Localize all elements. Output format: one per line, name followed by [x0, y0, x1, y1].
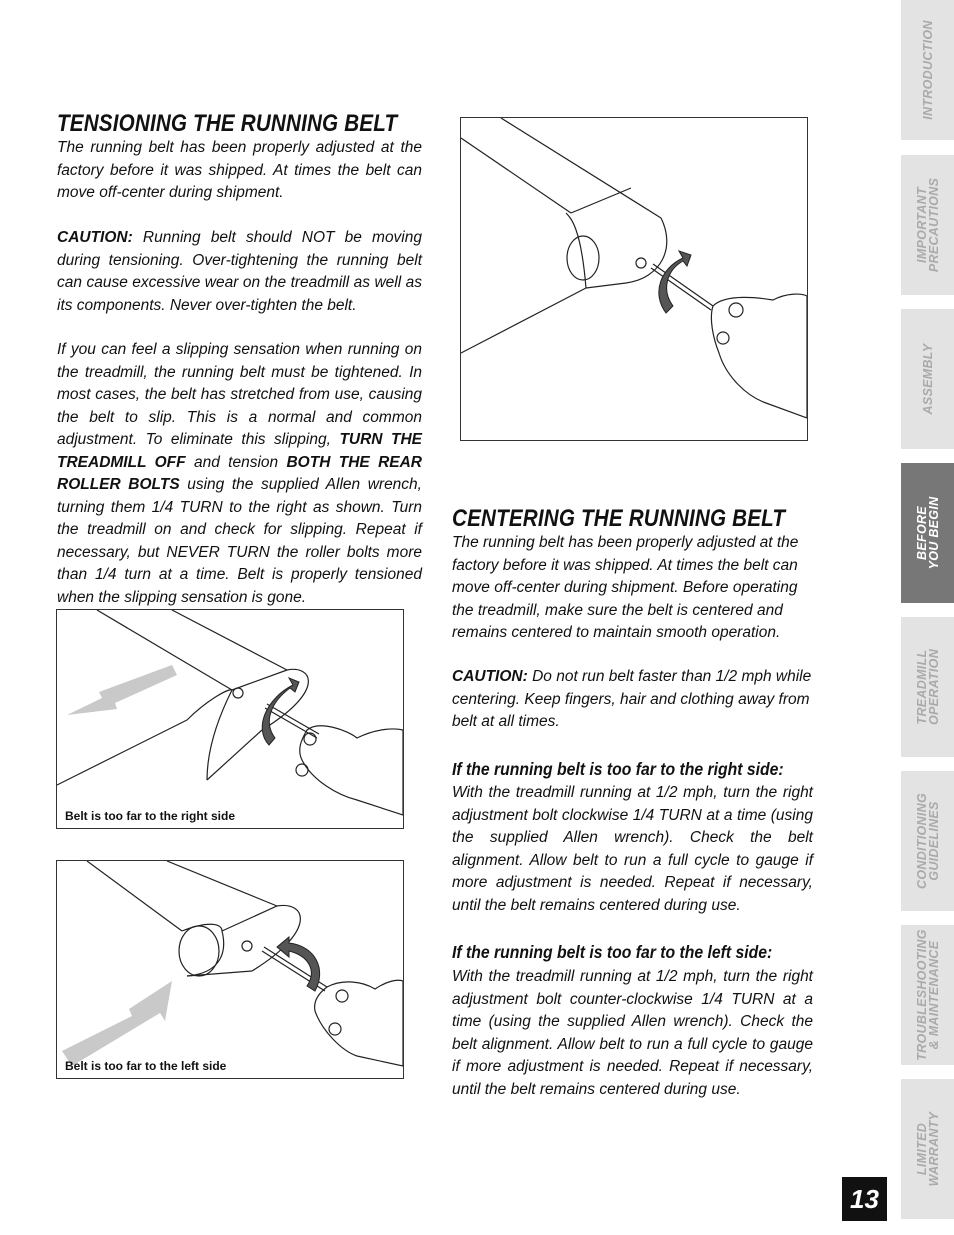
centering-caution-label: CAUTION:: [452, 668, 528, 685]
tensioning-caution: [57, 227, 422, 317]
figure-allen-wrench: [460, 117, 808, 441]
instructions-emphasis-bolts: BOTH THE REAR ROLLER BOLTS: [57, 453, 423, 493]
tab-conditioning-guidelines-label: CONDITIONING GUIDELINES: [914, 793, 941, 889]
tab-troubleshooting-maintenance-label: TROUBLESHOOTING & MAINTENANCE: [914, 929, 941, 1061]
page-number: 13: [842, 1177, 887, 1221]
instructions-emphasis-off: TURN THE TREADMILL OFF: [57, 431, 423, 471]
tab-limited-warranty-label: LIMITED WARRANTY: [914, 1111, 941, 1187]
tab-treadmill-operation[interactable]: [901, 617, 954, 757]
tab-troubleshooting-maintenance[interactable]: [901, 925, 954, 1065]
centering-intro: The running belt has been properly adjusted at the factory before it was shipped. At times the belt can move off-center during shipment. Before operating the treadmill, make sure the belt is centered and remains centered to maintain smooth operation.: [452, 534, 799, 641]
tab-introduction-label: INTRODUCTION: [920, 20, 935, 120]
figure-belt-right: [56, 609, 404, 829]
tensioning-instructions: [57, 339, 422, 609]
tab-introduction[interactable]: [901, 0, 954, 140]
instructions-part-e: using the supplied Allen wrench, turning them 1/4 TURN to the right as shown. Turn the treadmill on and check for slipping. Repeat if necessary, but NEVER TURN the roller bolts more than 1/4 turn at a time. Belt is properly tensioned when the slipping sensation is gone.: [57, 476, 422, 606]
centering-caution-text: Do not run belt faster than 1/2 mph while centering. Keep fingers, hair and clothing away from belt at all times.: [452, 668, 812, 730]
centering-caution: [452, 666, 817, 734]
centering-title: CENTERING THE RUNNING BELT: [452, 505, 786, 532]
caution-label: CAUTION:: [57, 229, 133, 246]
figure-belt-left-illustration: [57, 861, 403, 1078]
tab-assembly-label: ASSEMBLY: [920, 343, 935, 415]
caution-text: Running belt should NOT be moving during tensioning. Over-tightening the running belt can cause excessive wear on the treadmill as well as its components. Never over-tighten the belt.: [57, 229, 422, 314]
tab-limited-warranty[interactable]: [901, 1079, 954, 1219]
figure-left-caption: Belt is too far to the left side: [65, 1059, 227, 1073]
left-side-heading: If the running belt is too far to the left side:: [452, 942, 773, 962]
tensioning-intro: The running belt has been properly adjusted at the factory before it was shipped. At times the belt can move off-center during shipment.: [57, 139, 422, 201]
tensioning-title: TENSIONING THE RUNNING BELT: [57, 110, 398, 137]
tab-treadmill-operation-label: TREADMILL OPERATION: [914, 648, 941, 726]
instructions-part-c: and tension: [185, 453, 287, 471]
tab-before-you-begin-label: BEFORE YOU BEGIN: [914, 496, 941, 570]
figure-belt-left: [56, 860, 404, 1079]
tab-important-precautions-label: IMPORTANT PRECAUTIONS: [914, 177, 941, 273]
instructions-part-a: If you can feel a slipping sensation when running on the treadmill, the running belt must be tightened. In most cases, the belt has stretched from use, causing the belt to slip. This is a normal and common adjustment. To eliminate this slipping,: [57, 341, 422, 448]
figure-right-caption: Belt is too far to the right side: [65, 809, 236, 823]
right-side-heading: If the running belt is too far to the right side:: [452, 759, 784, 779]
tab-important-precautions[interactable]: [901, 155, 954, 295]
tab-assembly[interactable]: [901, 309, 954, 449]
figure-belt-right-illustration: [57, 610, 403, 828]
left-side-instructions: With the treadmill running at 1/2 mph, turn the right adjustment bolt counter-clockwise 1/4 TURN at a time (using the supplied Allen wrench). Check the belt alignment. Allow belt to run a full cycle to gauge if more adjustment is needed. Repeat if necessary, until the belt remains centered during use.: [452, 968, 813, 1098]
tab-conditioning-guidelines[interactable]: [901, 771, 954, 911]
right-side-instructions: With the treadmill running at 1/2 mph, turn the right adjustment bolt clockwise 1/4 TURN at a time (using the supplied Allen wrench). Check the belt alignment. Allow belt to run a full cycle to gauge if more adjustment is needed. Repeat if necessary, until the belt remains centered during use.: [452, 784, 813, 914]
tab-before-you-begin[interactable]: [901, 463, 954, 603]
figure-allen-wrench-illustration: [461, 118, 807, 440]
